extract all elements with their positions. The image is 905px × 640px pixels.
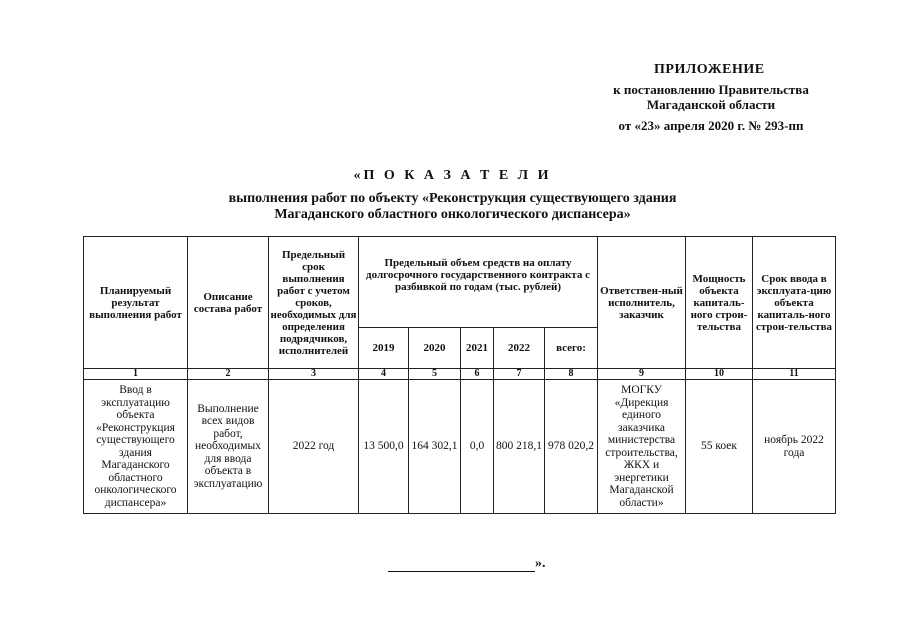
appendix-line-2: Магаданской области [646, 97, 776, 112]
document-heading: «П О К А З А Т Е Л И [353, 168, 552, 183]
row-result: Ввод в эксплуатацию объекта «Реконструкция существующего здания Магаданского областного онкологического диспансера» [84, 380, 188, 514]
header-deadline: Предельный срок выполнения работ с учетом сроков, необходимых для определения подрядчиков, исполнителей [269, 237, 359, 369]
row-executor: МОГКУ «Дирекция единого заказчика министерства строительства, ЖКХ и энергетики Магаданской области» [598, 380, 686, 514]
row-capacity: 55 коек [686, 380, 753, 514]
row-deadline: 2022 год [269, 380, 359, 514]
header-year-2019: 2019 [359, 328, 409, 369]
header-capacity: Мощность объекта капиталь-ного строи-тельства [686, 237, 753, 369]
column-number: 3 [269, 369, 359, 380]
closing-line [388, 556, 546, 572]
row-value-2021: 0,0 [461, 380, 494, 514]
column-number: 8 [545, 369, 598, 380]
column-number: 6 [461, 369, 494, 380]
column-number: 1 [84, 369, 188, 380]
row-commissioning: ноябрь 2022 года [753, 380, 836, 514]
row-value-total: 978 020,2 [545, 380, 598, 514]
column-number: 10 [686, 369, 753, 380]
column-number: 4 [359, 369, 409, 380]
column-number: 9 [598, 369, 686, 380]
header-total: всего: [545, 328, 598, 369]
document-subtitle-1: выполнения работ по объекту «Реконструкция существующего здания [228, 191, 677, 206]
closing-quote: ». [535, 556, 546, 571]
appendix-line-3: от «23» апреля 2020 г. № 293-пп [618, 118, 804, 133]
header-executor: Ответствен-ный исполнитель, заказчик [598, 237, 686, 369]
row-value-2019: 13 500,0 [359, 380, 409, 514]
column-number: 7 [494, 369, 545, 380]
row-value-2020: 164 302,1 [409, 380, 461, 514]
column-number: 2 [188, 369, 269, 380]
indicators-table [83, 236, 836, 514]
document-subtitle-2: Магаданского областного онкологического диспансера» [274, 207, 631, 222]
column-number: 5 [409, 369, 461, 380]
header-funding: Предельный объем средств на оплату долгосрочного государственного контракта с разбивкой по годам (тыс. рублей) [359, 237, 598, 328]
row-description: Выполнение всех видов работ, необходимых для ввода объекта в эксплуатацию [188, 380, 269, 514]
row-value-2022: 800 218,1 [494, 380, 545, 514]
column-number: 11 [753, 369, 836, 380]
signature-underline [388, 559, 535, 572]
header-year-2020: 2020 [409, 328, 461, 369]
header-year-2022: 2022 [494, 328, 545, 369]
appendix-title: ПРИЛОЖЕНИЕ [654, 62, 765, 77]
header-year-2021: 2021 [461, 328, 494, 369]
header-result: Планируемый результат выполнения работ [84, 237, 188, 369]
header-description: Описание состава работ [188, 237, 269, 369]
appendix-reference [597, 82, 825, 133]
appendix-line-1: к постановлению Правительства [613, 82, 809, 97]
header-commissioning: Срок ввода в эксплуата-цию объекта капиталь-ного строи-тельства [753, 237, 836, 369]
